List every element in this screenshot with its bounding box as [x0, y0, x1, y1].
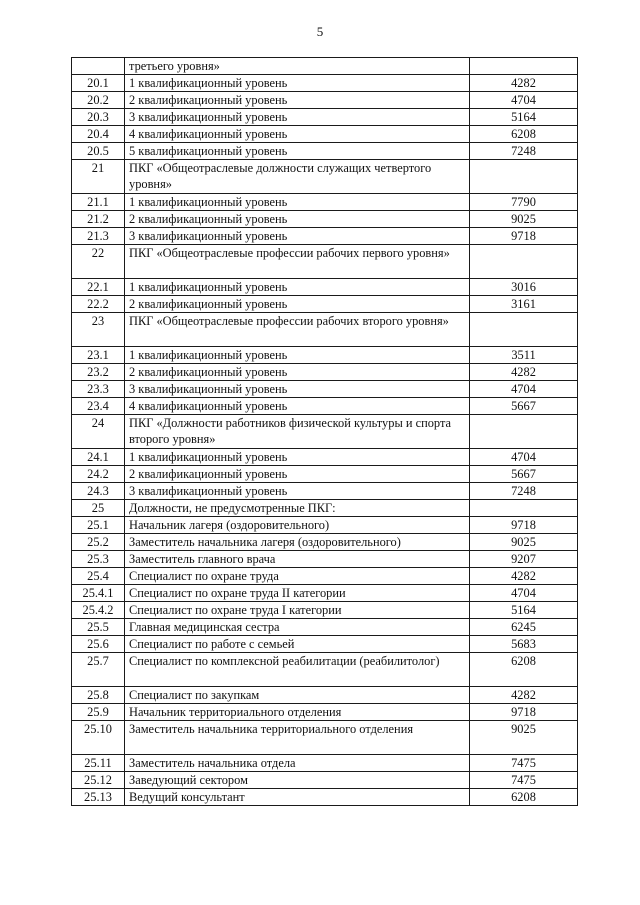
table-body	[72, 58, 578, 806]
salary-value-cell: 4704	[470, 92, 578, 109]
row-number-cell: 25.4	[72, 568, 125, 585]
row-number-cell: 25.8	[72, 687, 125, 704]
table-row	[72, 58, 578, 75]
table-row	[72, 585, 578, 602]
table-row	[72, 653, 578, 687]
row-number-cell: 25.4.1	[72, 585, 125, 602]
salary-value-cell	[470, 58, 578, 75]
table-row	[72, 517, 578, 534]
table-row	[72, 466, 578, 483]
table-row	[72, 415, 578, 449]
table-row	[72, 721, 578, 755]
position-name-cell: Главная медицинская сестра	[125, 619, 470, 636]
table-row	[72, 228, 578, 245]
position-name-cell: ПКГ «Общеотраслевые профессии рабочих первого уровня»	[125, 245, 470, 279]
position-name-cell: Специалист по комплексной реабилитации (реабилитолог)	[125, 653, 470, 687]
table-row	[72, 398, 578, 415]
salary-table	[71, 57, 578, 806]
salary-value-cell: 7248	[470, 143, 578, 160]
position-name-cell: 2 квалификационный уровень	[125, 364, 470, 381]
position-name-cell: 3 квалификационный уровень	[125, 228, 470, 245]
row-number-cell: 25.10	[72, 721, 125, 755]
salary-value-cell: 4704	[470, 381, 578, 398]
table-row	[72, 602, 578, 619]
table-row	[72, 636, 578, 653]
salary-value-cell: 7475	[470, 772, 578, 789]
position-name-cell: Заместитель главного врача	[125, 551, 470, 568]
table-row	[72, 568, 578, 585]
table-row	[72, 245, 578, 279]
salary-value-cell: 3016	[470, 279, 578, 296]
row-number-cell: 23.4	[72, 398, 125, 415]
position-name-cell: 3 квалификационный уровень	[125, 381, 470, 398]
position-name-cell: Начальник территориального отделения	[125, 704, 470, 721]
salary-value-cell	[470, 160, 578, 194]
table-row	[72, 296, 578, 313]
position-name-cell: Должности, не предусмотренные ПКГ:	[125, 500, 470, 517]
salary-value-cell: 6208	[470, 653, 578, 687]
position-name-cell: Специалист по закупкам	[125, 687, 470, 704]
position-name-cell: 1 квалификационный уровень	[125, 449, 470, 466]
salary-value-cell: 4704	[470, 585, 578, 602]
position-name-cell: 2 квалификационный уровень	[125, 296, 470, 313]
row-number-cell: 24.1	[72, 449, 125, 466]
salary-value-cell: 9025	[470, 534, 578, 551]
row-number-cell: 23	[72, 313, 125, 347]
salary-value-cell: 4282	[470, 364, 578, 381]
table-row	[72, 279, 578, 296]
position-name-cell: третьего уровня»	[125, 58, 470, 75]
position-name-cell: Ведущий консультант	[125, 789, 470, 806]
salary-value-cell: 9718	[470, 704, 578, 721]
position-name-cell: Заместитель начальника территориального отделения	[125, 721, 470, 755]
row-number-cell: 24.3	[72, 483, 125, 500]
row-number-cell: 20.4	[72, 126, 125, 143]
salary-value-cell: 5683	[470, 636, 578, 653]
row-number-cell: 20.1	[72, 75, 125, 92]
salary-value-cell	[470, 415, 578, 449]
salary-value-cell: 3161	[470, 296, 578, 313]
row-number-cell: 23.3	[72, 381, 125, 398]
table-row	[72, 160, 578, 194]
table-row	[72, 449, 578, 466]
row-number-cell: 25.9	[72, 704, 125, 721]
salary-value-cell: 4704	[470, 449, 578, 466]
position-name-cell: 3 квалификационный уровень	[125, 483, 470, 500]
row-number-cell: 21.3	[72, 228, 125, 245]
position-name-cell: Специалист по работе с семьей	[125, 636, 470, 653]
row-number-cell: 25.4.2	[72, 602, 125, 619]
salary-value-cell: 7790	[470, 194, 578, 211]
row-number-cell: 25.13	[72, 789, 125, 806]
row-number-cell: 25	[72, 500, 125, 517]
position-name-cell: 3 квалификационный уровень	[125, 109, 470, 126]
row-number-cell: 24	[72, 415, 125, 449]
row-number-cell: 20.5	[72, 143, 125, 160]
position-name-cell: ПКГ «Общеотраслевые профессии рабочих второго уровня»	[125, 313, 470, 347]
table-row	[72, 126, 578, 143]
salary-value-cell: 9207	[470, 551, 578, 568]
salary-value-cell	[470, 313, 578, 347]
position-name-cell: 4 квалификационный уровень	[125, 398, 470, 415]
row-number-cell: 22	[72, 245, 125, 279]
position-name-cell: Начальник лагеря (оздоровительного)	[125, 517, 470, 534]
salary-value-cell: 6208	[470, 126, 578, 143]
row-number-cell: 25.1	[72, 517, 125, 534]
row-number-cell: 25.5	[72, 619, 125, 636]
table-row	[72, 483, 578, 500]
table-row	[72, 789, 578, 806]
position-name-cell: Специалист по охране труда I категории	[125, 602, 470, 619]
salary-value-cell: 6208	[470, 789, 578, 806]
position-name-cell: 1 квалификационный уровень	[125, 279, 470, 296]
row-number-cell: 25.11	[72, 755, 125, 772]
row-number-cell: 25.6	[72, 636, 125, 653]
position-name-cell: ПКГ «Общеотраслевые должности служащих четвертого уровня»	[125, 160, 470, 194]
position-name-cell: 1 квалификационный уровень	[125, 347, 470, 364]
salary-value-cell	[470, 500, 578, 517]
row-number-cell: 25.12	[72, 772, 125, 789]
salary-value-cell: 6245	[470, 619, 578, 636]
salary-value-cell: 4282	[470, 568, 578, 585]
row-number-cell: 25.3	[72, 551, 125, 568]
salary-value-cell: 4282	[470, 75, 578, 92]
table-row	[72, 551, 578, 568]
row-number-cell: 22.1	[72, 279, 125, 296]
position-name-cell: ПКГ «Должности работников физической культуры и спорта второго уровня»	[125, 415, 470, 449]
table-row	[72, 534, 578, 551]
salary-value-cell: 7475	[470, 755, 578, 772]
row-number-cell: 21	[72, 160, 125, 194]
position-name-cell: Заведующий сектором	[125, 772, 470, 789]
row-number-cell: 22.2	[72, 296, 125, 313]
table-row	[72, 381, 578, 398]
table-row	[72, 500, 578, 517]
position-name-cell: 4 квалификационный уровень	[125, 126, 470, 143]
table-row	[72, 347, 578, 364]
row-number-cell: 23.1	[72, 347, 125, 364]
row-number-cell	[72, 58, 125, 75]
table-row	[72, 92, 578, 109]
row-number-cell: 25.7	[72, 653, 125, 687]
position-name-cell: Специалист по охране труда	[125, 568, 470, 585]
table-row	[72, 364, 578, 381]
salary-value-cell: 4282	[470, 687, 578, 704]
salary-value-cell: 5667	[470, 398, 578, 415]
salary-value-cell: 7248	[470, 483, 578, 500]
salary-value-cell: 9025	[470, 211, 578, 228]
row-number-cell: 21.1	[72, 194, 125, 211]
salary-value-cell: 9025	[470, 721, 578, 755]
salary-value-cell: 5164	[470, 602, 578, 619]
salary-value-cell: 5667	[470, 466, 578, 483]
salary-value-cell: 9718	[470, 517, 578, 534]
salary-value-cell	[470, 245, 578, 279]
position-name-cell: 2 квалификационный уровень	[125, 211, 470, 228]
table-row	[72, 755, 578, 772]
table-row	[72, 772, 578, 789]
position-name-cell: 2 квалификационный уровень	[125, 92, 470, 109]
table-row	[72, 75, 578, 92]
salary-value-cell: 9718	[470, 228, 578, 245]
row-number-cell: 23.2	[72, 364, 125, 381]
table-row	[72, 619, 578, 636]
row-number-cell: 24.2	[72, 466, 125, 483]
table-row	[72, 704, 578, 721]
position-name-cell: Заместитель начальника лагеря (оздоровительного)	[125, 534, 470, 551]
table-row	[72, 211, 578, 228]
position-name-cell: 1 квалификационный уровень	[125, 194, 470, 211]
table-row	[72, 194, 578, 211]
row-number-cell: 25.2	[72, 534, 125, 551]
row-number-cell: 20.2	[72, 92, 125, 109]
position-name-cell: 2 квалификационный уровень	[125, 466, 470, 483]
table-row	[72, 109, 578, 126]
salary-value-cell: 5164	[470, 109, 578, 126]
position-name-cell: Заместитель начальника отдела	[125, 755, 470, 772]
row-number-cell: 21.2	[72, 211, 125, 228]
position-name-cell: Специалист по охране труда II категории	[125, 585, 470, 602]
position-name-cell: 5 квалификационный уровень	[125, 143, 470, 160]
salary-value-cell: 3511	[470, 347, 578, 364]
table-row	[72, 313, 578, 347]
row-number-cell: 20.3	[72, 109, 125, 126]
table-row	[72, 687, 578, 704]
table-row	[72, 143, 578, 160]
page-number: 5	[316, 24, 324, 39]
position-name-cell: 1 квалификационный уровень	[125, 75, 470, 92]
